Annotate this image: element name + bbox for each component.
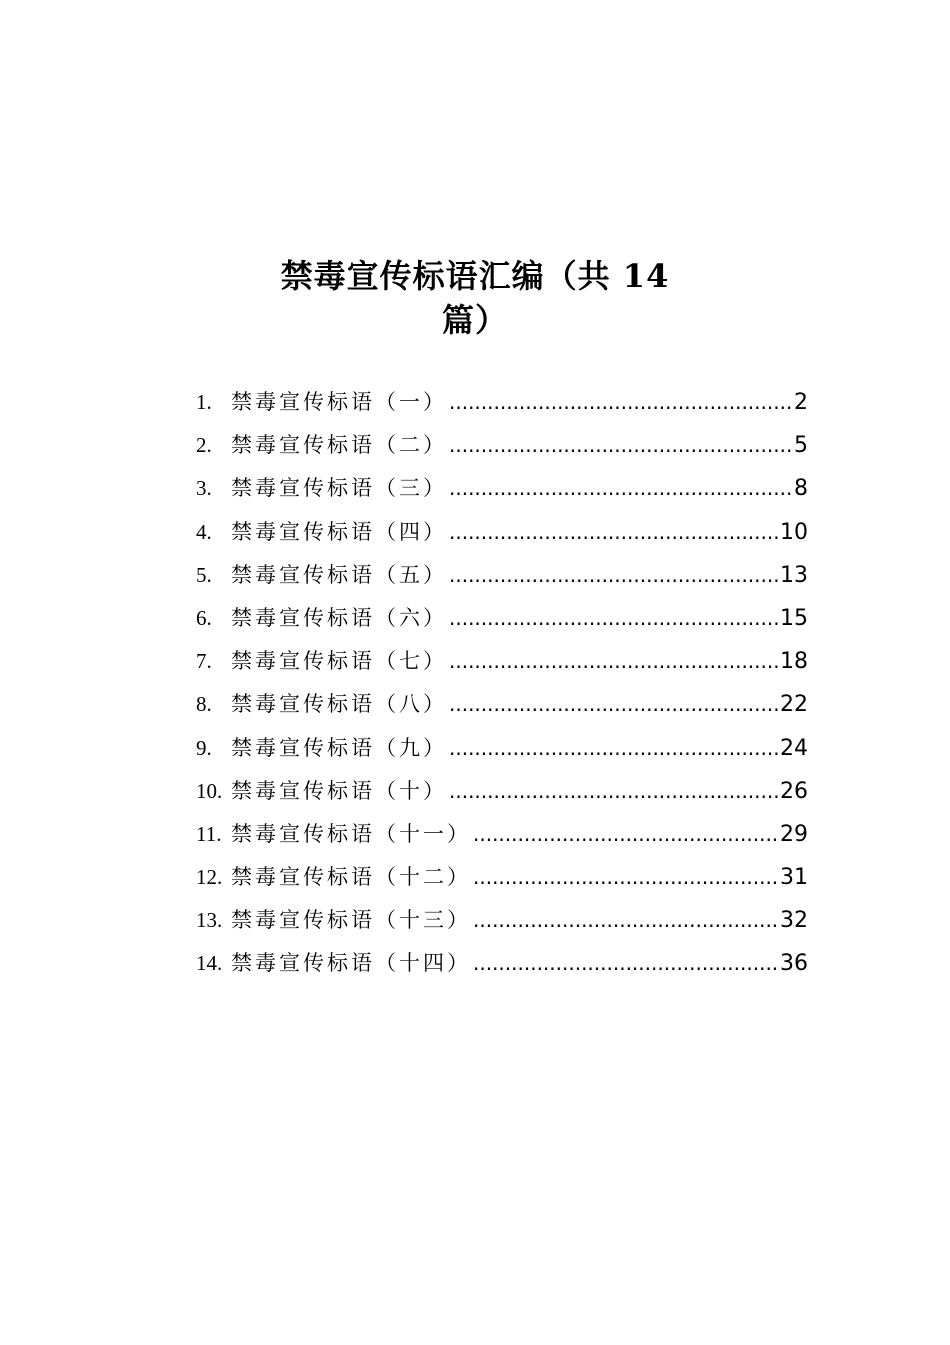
toc-entry[interactable] <box>196 386 808 429</box>
toc-leader-dots <box>449 779 778 803</box>
toc-entry[interactable] <box>196 559 808 602</box>
toc-entry[interactable] <box>196 861 808 904</box>
toc-entry-page: 2 <box>794 390 808 415</box>
title-line-1: 禁毒宣传标语汇编（共 14 <box>280 257 670 295</box>
toc-entry-label: 禁毒宣传标语（十二） <box>231 865 471 890</box>
toc-entry-page: 22 <box>780 692 808 718</box>
toc-entry-number: 4. <box>196 519 212 544</box>
toc-entry-page: 31 <box>780 865 808 891</box>
toc-entry-label: 禁毒宣传标语（五） <box>231 562 447 587</box>
toc-entry-page: 24 <box>780 735 808 761</box>
toc-entry-number: 2. <box>196 433 212 458</box>
toc-entry[interactable] <box>196 688 808 731</box>
toc-entry-number: 13. <box>196 908 223 933</box>
toc-entry-label: 禁毒宣传标语（九） <box>231 735 447 760</box>
toc-entry-label: 禁毒宣传标语（二） <box>231 433 447 458</box>
title-line-2: 篇） <box>441 301 508 339</box>
toc-entry-label: 禁毒宣传标语（十三） <box>231 908 471 933</box>
toc-entry[interactable] <box>196 602 808 645</box>
toc-entry-number: 6. <box>196 605 212 630</box>
toc-entry[interactable] <box>196 732 808 775</box>
toc-leader-dots <box>449 649 778 673</box>
toc-leader-dots <box>449 476 792 500</box>
toc-leader-dots <box>449 433 792 457</box>
toc-entry[interactable] <box>196 775 808 818</box>
toc-entry-number: 10. <box>196 778 223 803</box>
toc-entry-number: 11. <box>196 821 222 846</box>
toc-leader-dots <box>473 865 778 889</box>
toc-entry-number: 12. <box>196 865 223 890</box>
toc-entry-page: 5 <box>794 433 808 459</box>
toc-entry-number: 5. <box>196 562 212 587</box>
toc-entry[interactable] <box>196 818 808 861</box>
toc-entry[interactable] <box>196 645 808 688</box>
toc-entry-page: 18 <box>780 649 808 675</box>
toc-entry-number: 3. <box>196 476 212 501</box>
toc-entry-label: 禁毒宣传标语（十） <box>231 778 447 803</box>
toc-entry[interactable] <box>196 904 808 947</box>
toc-entry-label: 禁毒宣传标语（三） <box>231 476 447 501</box>
toc-entry-page: 32 <box>780 908 808 934</box>
toc-entry-label: 禁毒宣传标语（一） <box>231 390 447 414</box>
toc-leader-dots <box>449 390 792 414</box>
toc-leader-dots <box>473 822 778 846</box>
toc-entry-label: 禁毒宣传标语（七） <box>231 649 447 674</box>
toc-entry[interactable] <box>196 516 808 559</box>
toc-entry-label: 禁毒宣传标语（十一） <box>231 821 471 846</box>
toc-entry-page: 10 <box>780 519 808 545</box>
toc-entry-label: 禁毒宣传标语（八） <box>231 692 447 717</box>
document-title <box>250 254 700 342</box>
toc-entry-number: 1. <box>196 390 212 414</box>
toc-entry-number: 8. <box>196 692 212 717</box>
toc-leader-dots <box>449 563 778 587</box>
toc-entry-label: 禁毒宣传标语（六） <box>231 605 447 630</box>
toc-leader-dots <box>449 606 778 630</box>
toc-entry-number: 7. <box>196 649 212 674</box>
toc-entry[interactable] <box>196 947 808 990</box>
table-of-contents <box>196 386 808 991</box>
toc-leader-dots <box>449 692 778 716</box>
toc-entry[interactable] <box>196 472 808 515</box>
toc-leader-dots <box>449 736 778 760</box>
toc-entry-page: 26 <box>780 778 808 804</box>
toc-leader-dots <box>449 520 778 544</box>
toc-entry-label: 禁毒宣传标语（四） <box>231 519 447 544</box>
toc-leader-dots <box>473 908 778 932</box>
toc-entry-label: 禁毒宣传标语（十四） <box>231 951 471 976</box>
toc-entry[interactable] <box>196 429 808 472</box>
toc-entry-page: 29 <box>780 821 808 847</box>
toc-entry-number: 9. <box>196 735 212 760</box>
toc-entry-page: 15 <box>780 605 808 631</box>
toc-entry-page: 13 <box>780 562 808 588</box>
toc-entry-page: 8 <box>794 476 808 502</box>
toc-leader-dots <box>473 951 778 975</box>
toc-entry-page: 36 <box>780 951 808 977</box>
toc-entry-number: 14. <box>196 951 223 976</box>
